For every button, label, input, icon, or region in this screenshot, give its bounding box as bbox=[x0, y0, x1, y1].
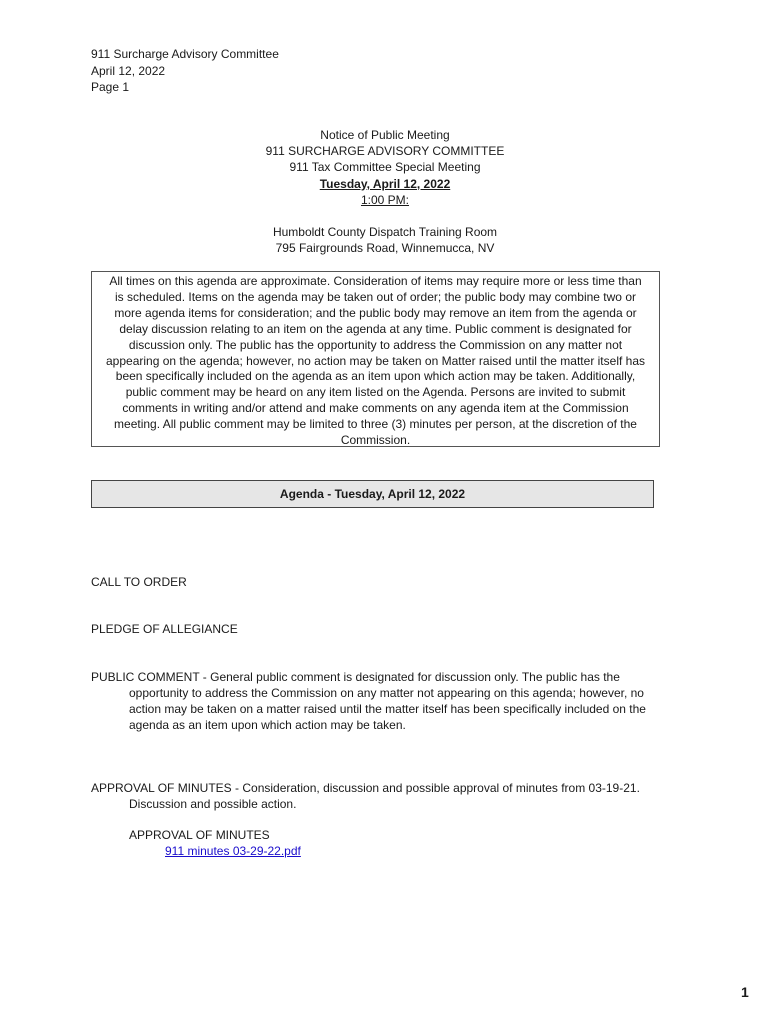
minutes-attachment-link[interactable]: 911 minutes 03-29-22.pdf bbox=[165, 844, 301, 858]
public-comment-line: agenda as an item upon which action may be taken. bbox=[129, 718, 406, 732]
notice-title: Notice of Public Meeting bbox=[320, 128, 450, 142]
disclaimer-line: public comment may be heard on any item listed on the Agenda. Persons are invited to submit bbox=[125, 385, 626, 400]
agenda-disclaimer-box bbox=[91, 271, 660, 447]
committee-name: 911 Surcharge Advisory Committee bbox=[91, 47, 279, 61]
disclaimer-line: meeting. All public comment may be limited to three (3) minutes per person, at the discretion of the bbox=[114, 417, 637, 432]
meeting-date: Tuesday, April 12, 2022 bbox=[319, 176, 451, 191]
agenda-item-pledge: PLEDGE OF ALLEGIANCE bbox=[91, 622, 238, 636]
approval-sub-title: APPROVAL OF MINUTES bbox=[129, 828, 270, 842]
meeting-time: 1:00 PM: bbox=[360, 192, 410, 207]
page-number: 1 bbox=[741, 984, 749, 1000]
agenda-item-call-to-order: CALL TO ORDER bbox=[91, 575, 187, 589]
disclaimer-line: discussion only. The public has the opportunity to address the Commission on any matter not bbox=[128, 337, 623, 352]
disclaimer-line: Commission. bbox=[340, 433, 411, 448]
public-comment-heading: PUBLIC COMMENT - General public comment is designated for discussion only. The public has the bbox=[91, 670, 620, 684]
approval-line: Discussion and possible action. bbox=[129, 797, 297, 811]
approval-heading: APPROVAL OF MINUTES - Consideration, discussion and possible approval of minutes from 03-19-21. bbox=[91, 781, 640, 795]
public-comment-line: action may be taken on a matter raised until the matter itself has been specifically included on the bbox=[129, 702, 646, 716]
header-page: Page 1 bbox=[91, 80, 130, 94]
meeting-location bbox=[0, 224, 770, 256]
meeting-type: 911 Tax Committee Special Meeting bbox=[289, 160, 481, 175]
disclaimer-line: more agenda items for consideration; and the public body may remove an item from the agenda or bbox=[114, 305, 637, 320]
document-header bbox=[91, 46, 279, 96]
location-room: Humboldt County Dispatch Training Room bbox=[272, 225, 498, 239]
agenda-title-bar: Agenda - Tuesday, April 12, 2022 bbox=[91, 480, 654, 508]
approval-sub-item bbox=[129, 827, 301, 859]
header-date: April 12, 2022 bbox=[91, 63, 166, 78]
public-comment-line: opportunity to address the Commission on any matter not appearing on this agenda; however, no bbox=[129, 686, 644, 700]
agenda-item-approval-of-minutes bbox=[91, 780, 671, 812]
agenda-item-public-comment bbox=[91, 669, 671, 733]
meeting-notice bbox=[0, 127, 770, 208]
disclaimer-line: All times on this agenda are approximate. Consideration of items may require more or less time than bbox=[109, 274, 642, 288]
disclaimer-line: delay discussion relating to an item on the agenda at any time. Public comment is designated for bbox=[119, 321, 632, 336]
disclaimer-line: comments in writing and/or attend and make comments on any agenda item at the Commission bbox=[122, 401, 629, 416]
disclaimer-line: been specifically included on the agenda as an item upon which action may be taken. Additionally, bbox=[115, 369, 636, 384]
disclaimer-line: is scheduled. Items on the agenda may be taken out of order; the public body may combine two or bbox=[115, 289, 636, 304]
location-address: 795 Fairgrounds Road, Winnemucca, NV bbox=[275, 241, 495, 256]
committee-title: 911 SURCHARGE ADVISORY COMMITTEE bbox=[265, 144, 505, 159]
disclaimer-line: appearing on the agenda; however, no action may be taken on Matter raised until the matter itself has bbox=[106, 353, 645, 368]
